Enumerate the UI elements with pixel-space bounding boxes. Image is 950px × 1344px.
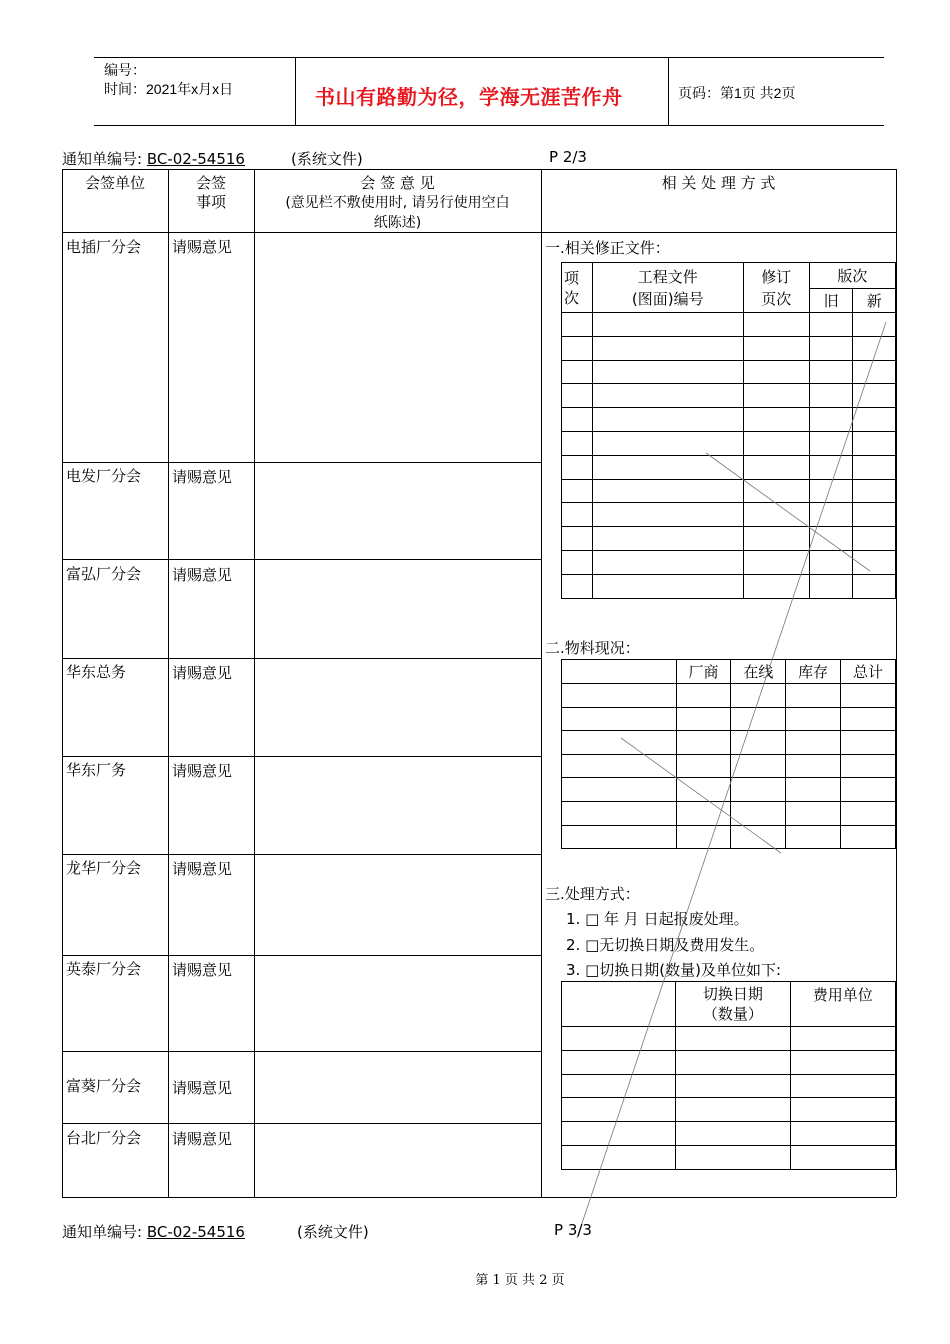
notice-page: P 3/3: [554, 1221, 592, 1239]
unit-name: 台北厂分会: [66, 1129, 142, 1147]
col-header-version: 版次: [809, 263, 895, 289]
unit-name: 华东厂务: [66, 761, 127, 779]
col-header-item-l1: 会签: [195, 174, 226, 192]
opinion-request: 请赐意见: [172, 860, 233, 878]
notice-code: BC-02-54516: [146, 150, 245, 168]
header-text: (图面)编号: [631, 289, 704, 308]
header-text: 项: [564, 268, 580, 287]
col-header-cost-unit: 费用单位: [790, 982, 895, 1027]
opinion-request: 请赐意见: [172, 238, 233, 256]
opinion-request: 请赐意见: [172, 1130, 233, 1148]
section3-title: 三.处理方式：: [545, 885, 640, 903]
option-text: □切换日期(数量)及单位如下:: [585, 961, 782, 979]
opinion-request: 请赐意见: [172, 762, 233, 780]
notice-prefix: 通知单编号:: [62, 1223, 147, 1241]
col-header-opinion-l1: 会 签 意 见: [360, 174, 435, 192]
opinion-request: 请赐意见: [172, 468, 233, 486]
unit-name: 龙华厂分会: [66, 859, 142, 877]
notice-prefix: 通知单编号:: [62, 150, 147, 168]
header-text: 工程文件: [637, 267, 698, 286]
strike-line: [621, 738, 781, 853]
notice-code: BC-02-54516: [146, 1223, 245, 1241]
option-number: 2.: [566, 936, 581, 954]
header-text: （数量）: [702, 1005, 763, 1023]
unit-name: 电插厂分会: [66, 238, 142, 256]
col-header-old: 旧: [809, 289, 853, 313]
unit-name: 富弘厂分会: [66, 565, 142, 583]
col-header-new: 新: [853, 289, 896, 313]
unit-name: 华东总务: [66, 663, 127, 681]
header-motto: 书山有路勤为径，学海无涯苦作舟: [315, 85, 623, 109]
col-header-stock: 库存: [786, 660, 841, 684]
unit-name: 电发厂分会: [66, 467, 142, 485]
col-header-online: 在线: [731, 660, 786, 684]
opinion-request: 请赐意见: [172, 566, 233, 584]
notice-number-line: [62, 1221, 245, 1242]
option-text: □ 年 月 日起报废处理。: [585, 910, 749, 928]
opinion-request: 请赐意见: [172, 1079, 233, 1097]
col-header-handling: 相 关 处 理 方 式: [661, 174, 776, 192]
strike-line: [706, 453, 870, 571]
notice-page: P 2/3: [549, 148, 587, 166]
header-text: 切换日期: [702, 985, 763, 1003]
strike-line: [577, 322, 886, 1238]
unit-name: 英泰厂分会: [66, 960, 142, 978]
option-text: □无切换日期及费用发生。: [585, 936, 765, 954]
section1-title: 一.相关修正文件：: [545, 239, 670, 257]
section2-title: 二.物料现况：: [545, 639, 640, 657]
unit-name: 富葵厂分会: [66, 1077, 142, 1095]
col-header-opinion-l2: (意见栏不敷使用时, 请另行使用空白: [285, 195, 510, 211]
col-header-vendor: 厂商: [676, 660, 731, 684]
option-number: 1.: [566, 910, 581, 928]
opinion-request: 请赐意见: [172, 664, 233, 682]
notice-system-file: (系统文件): [297, 1223, 369, 1241]
col-header-item-l2: 事项: [195, 193, 226, 211]
notice-system-file: (系统文件): [291, 150, 363, 168]
header-text: 页次: [761, 289, 792, 308]
footer-page-number: 第 1 页 共 2 页: [475, 1273, 565, 1288]
option-number: 3.: [566, 961, 581, 979]
header-text: 次: [564, 288, 580, 307]
opinion-request: 请赐意见: [172, 961, 233, 979]
time-label: 时间：2021年x月x日: [104, 81, 234, 97]
col-header-unit: 会签单位: [84, 174, 145, 192]
col-header-opinion-l3: 纸陈述): [373, 215, 422, 231]
page-indicator: 页码：第1页 共2页: [678, 85, 796, 101]
doc-number-label: 编号：: [104, 62, 146, 78]
header-text: 修订: [761, 267, 792, 286]
col-header-total: 总计: [841, 660, 896, 684]
